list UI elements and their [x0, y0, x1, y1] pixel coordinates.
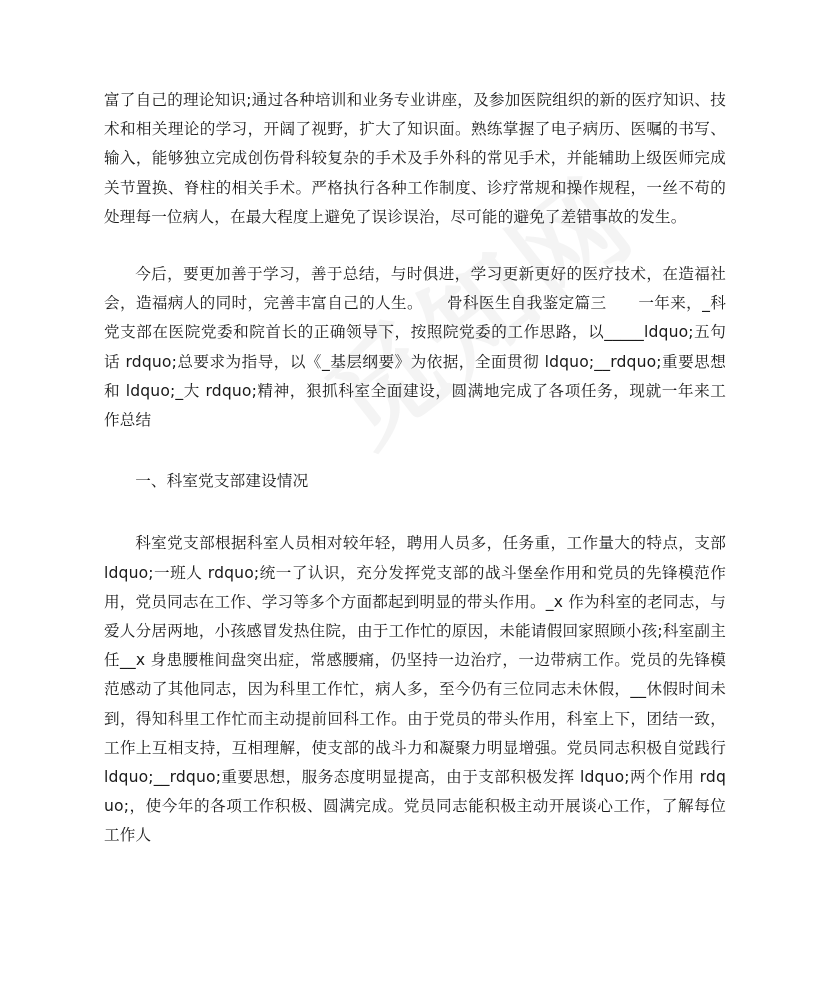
paragraph-party-branch: 科室党支部根据科室人员相对较年轻，聘用人员多，任务重，工作量大的特点，支部 ldquo;一班人 rdquo;统一了认识，充分发挥党支部的战斗堡垒作用和党员的先锋模范作用，党员同志在工作、学习等多个方面都起到明显的带头作用。_x 作为科室的老同志，与爱人分居两地，小孩感冒发热住院，由于工作忙的原因，未能请假回家照顾小孩;科室副主任__x 身患腰椎间盘突出症，常感腰痛，仍坚持一边治疗，一边带病工作。党员的先锋模范感动了其他同志，因为科里工作忙，病人多，至今仍有三位同志未休假，__休假时间未到，得知科里工作忙而主动提前回科工作。由于党员的带头作用，科室上下，团结一致，工作上互相支持，互相理解，使支部的战斗力和凝聚力明显增强。党员同志积极自觉践行 ldquo;__rdquo;重要思想，服务态度明显提高，由于支部积极发挥 ldquo;两个作用 rdquo;，使今年的各项工作积极、圆满完成。党员同志能积极主动开展谈心工作，了解每位工作人 — [104, 534, 726, 845]
paragraph-continuation: 富了自己的理论知识;通过各种培训和业务专业讲座，及参加医院组织的新的医疗知识、技术和相关理论的学习，开阔了视野，扩大了知识面。熟练掌握了电子病历、医嘱的书写、输入，能够独立完成创伤骨科较复杂的手术及手外科的常见手术，并能辅助上级医师完成关节置换、脊柱的相关手术。严格执行各种工作制度、诊疗常规和操作规程，一丝不苟的处理每一位病人，在最大程度上避免了误诊误治，尽可能的避免了差错事故的发生。 — [104, 91, 726, 226]
paragraph-future-outlook: 今后，要更加善于学习，善于总结，与时俱进，学习更新更好的医疗技术，在造福社会，造福病人的同时，完善丰富自己的人生。 骨科医生自我鉴定篇三 一年来，_科党支部在医院党委和院首长的正确领导下，按照院党委的工作思路，以_____ldquo;五句话 rdquo;总要求为指导，以《_基层纲要》为依据，全面贯彻 ldquo;__rdquo;重要思想和 ldquo;_大 rdquo;精神，狠抓科室全面建设，圆满地完成了各项任务，现就一年来工作总结 — [104, 265, 726, 430]
section-heading: 一、科室党支部建设情况 — [135, 472, 309, 491]
document-body — [104, 86, 726, 851]
